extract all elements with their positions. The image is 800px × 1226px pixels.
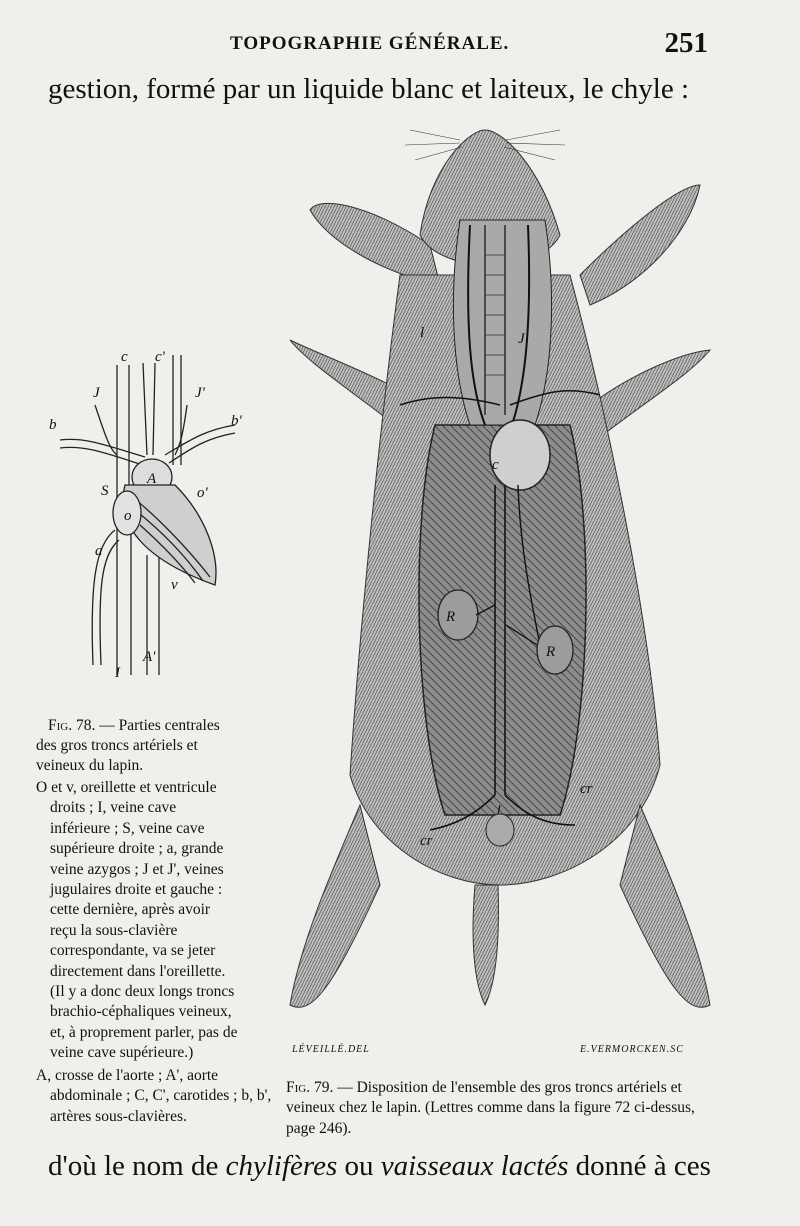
fig79-label-l: l — [420, 325, 425, 341]
last-line-end: donné à ces — [568, 1150, 711, 1182]
page-number: 251 — [664, 27, 708, 59]
fig78-label-b-prime: b' — [231, 413, 242, 429]
figure-78-legend — [36, 778, 238, 1064]
fig78-label-o: o — [124, 508, 132, 524]
fig79-label-R-left: R — [446, 609, 456, 625]
last-line-start: d'où le nom de — [48, 1150, 226, 1182]
running-head: TOPOGRAPHIE GÉNÉRALE. — [230, 33, 510, 54]
figure-79-caption — [286, 1078, 726, 1139]
fig78-legend-arteries-text: A, crosse de l'aorte ; A', aorte abdominale ; C, C', carotides ; b, b', artères sous-clavières. — [36, 1067, 272, 1125]
fig79-label-J: J — [518, 331, 525, 347]
fig78-caption-number: 78. — [75, 717, 96, 734]
engraver-credit-left: LÉVEILLÉ.DEL — [292, 1044, 370, 1055]
engraver-credit-right: E.VERMORCKEN.SC — [580, 1044, 684, 1055]
fig78-label-A: A — [147, 471, 157, 487]
figure-78-caption — [36, 716, 236, 776]
last-line-emphasis-1: chylifères — [225, 1150, 338, 1182]
fig79-label-R-right: R — [546, 644, 556, 660]
last-line-emphasis-2: vaisseaux lactés — [380, 1150, 569, 1182]
fig79-caption-number: 79. — [313, 1079, 334, 1096]
fig78-label-J: J — [93, 385, 100, 401]
fig78-caption-label: Fig. — [48, 717, 73, 734]
fig78-label-c-prime: c' — [155, 349, 165, 365]
last-line-mid: ou — [337, 1150, 381, 1182]
figure-78-heart-diagram — [35, 345, 265, 680]
fig78-label-I: I — [115, 665, 120, 680]
fig78-label-b: b — [49, 417, 57, 433]
fig78-label-J-prime: J' — [195, 385, 205, 401]
figure-78-legend-arteries — [36, 1066, 276, 1127]
fig78-label-A-prime: A' — [143, 649, 156, 665]
fig78-label-o-prime: o' — [197, 485, 208, 501]
fig79-label-cr-right: cr — [580, 781, 593, 797]
figure-79-rabbit-illustration — [270, 125, 730, 1060]
fig78-label-S: S — [101, 483, 109, 499]
fig78-label-a: a — [95, 543, 103, 559]
body-text-first-line: gestion, formé par un liquide blanc et laiteux, le chyle : — [48, 73, 690, 105]
fig78-caption-text: — Parties centrales des gros troncs artériels et veineux du lapin. — [36, 717, 220, 774]
body-text-last-line — [48, 1150, 711, 1183]
fig79-caption-label: Fig. — [286, 1079, 311, 1096]
fig79-label-c: c — [492, 457, 499, 473]
fig79-caption-text: — Disposition de l'ensemble des gros troncs artériels et veineux chez le lapin. (Lettres comme dans la figure 72 ci-dessus, page 246). — [286, 1079, 695, 1137]
fig78-label-v: v — [171, 577, 178, 593]
fig78-label-c: c — [121, 349, 128, 365]
fig78-legend-paragraph: O et v, oreillette et ventricule droits ; I, veine cave inférieure ; S, veine cave supérieure droite ; a, grande veine azygos ; J et J', veines jugulaires droite et gauche : cette dernière, après avoir reçu la sous-clavière correspondante, va se jeter directement dans l'oreillette. (Il y a donc deux longs troncs brachio-céphaliques veineux, et, à proprement parler, pas de veine cave supérieure.) — [36, 779, 238, 1062]
fig79-label-cr-left: cr — [420, 833, 433, 849]
